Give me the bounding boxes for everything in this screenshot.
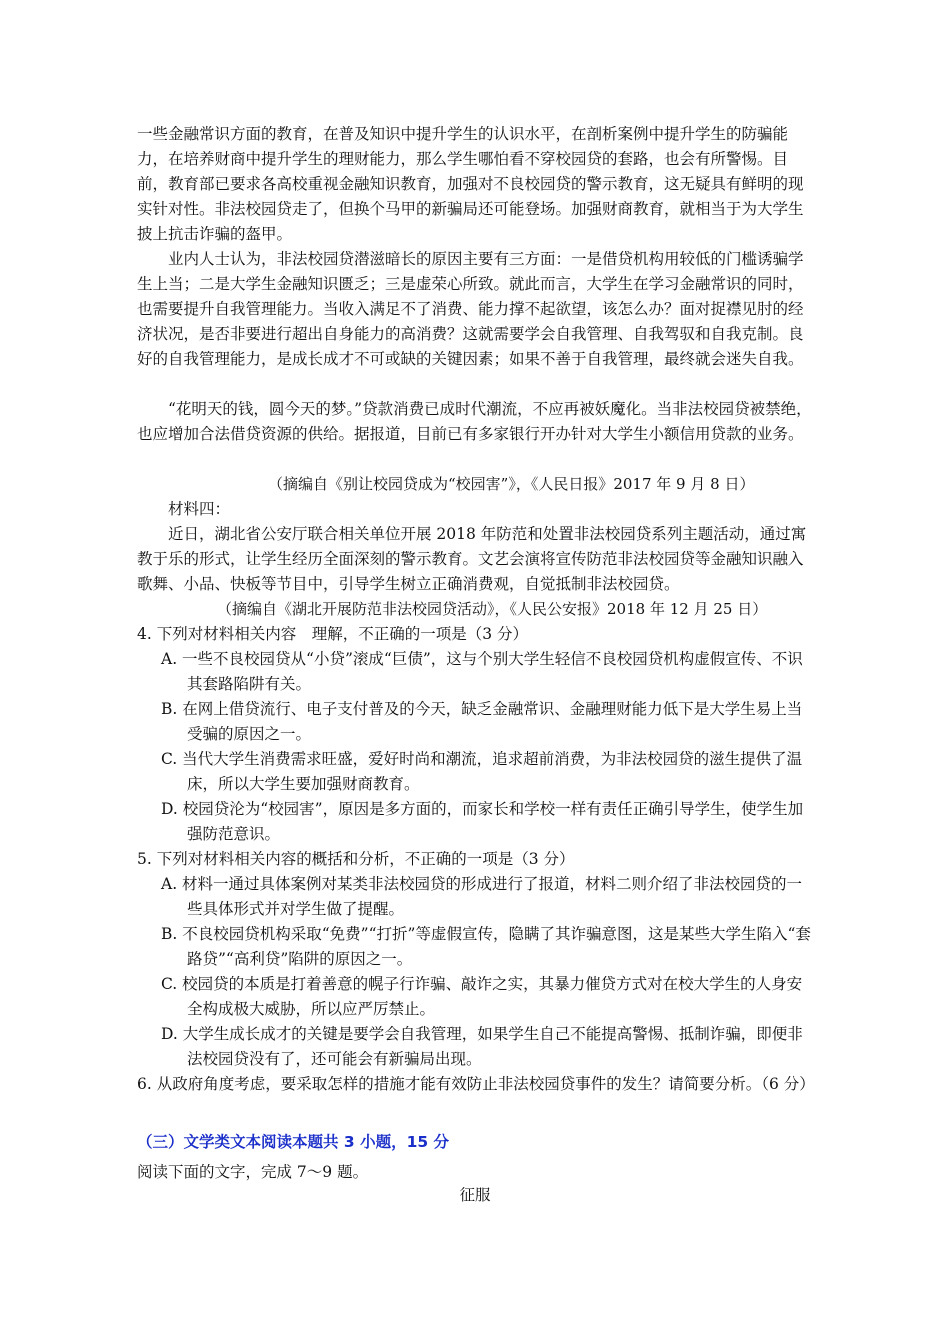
- option-d: D. 校园贷沦为“校园害”，原因是多方面的，而家长和学校一样有责任正确引导学生，使学生加强防范意识。: [161, 800, 804, 843]
- material4-paragraph: [137, 522, 817, 597]
- question-stem: 5. 下列对材料相关内容的概括和分析，不正确的一项是（3 分）: [137, 850, 575, 868]
- material3-paragraph-1: [137, 122, 817, 247]
- paragraph-text: “花明天的钱，圆今天的梦。”贷款消费已成时代潮流，不应再被妖魔化。当非法校园贷被禁绝，也应增加合法借贷资源的供给。据报道，目前已有多家银行开办针对大学生小额信用贷款的业务。: [137, 400, 812, 443]
- story-title: 征服: [459, 1186, 491, 1204]
- option-b: B. 在网上借贷流行、电子支付普及的今天，缺乏金融常识、金融理财能力低下是大学生易上当受骗的原因之一。: [161, 700, 803, 743]
- question-stem: 4. 下列对材料相关内容 理解，不正确的一项是（3 分）: [137, 625, 529, 643]
- material3-paragraph-3: [137, 397, 817, 447]
- option-c: C. 校园贷的本质是打着善意的幌子行诈骗、敲诈之实，其暴力催贷方式对在校大学生的人身安全构成极大威胁，所以应严厉禁止。: [161, 975, 803, 1018]
- option-a: A. 一些不良校园贷从“小贷”滚成“巨债”，这与个别大学生轻信不良校园贷机构虚假宣传、不识其套路陷阱有关。: [161, 650, 803, 693]
- material4-source: （摘编自《湖北开展防范非法校园贷活动》，《人民公安报》2018 年 12 月 25 日）: [217, 600, 768, 618]
- question-6: [137, 1072, 817, 1097]
- section-instruction: 阅读下面的文字，完成 7～9 题。: [137, 1163, 369, 1181]
- option-d: D. 大学生成长成才的关键是要学会自我管理，如果学生自己不能提高警惕、抵制诈骗，即便非法校园贷没有了，还可能会有新骗局出现。: [161, 1025, 803, 1068]
- question-stem: 6. 从政府角度考虑，要采取怎样的措施才能有效防止非法校园贷事件的发生？请简要分析。（6 分）: [137, 1075, 815, 1093]
- material3-source: （摘编自《别让校园贷成为“校园害”》，《人民日报》2017 年 9 月 8 日）: [268, 475, 755, 493]
- option-a: A. 材料一通过具体案例对某类非法校园贷的形成进行了报道，材料二则介绍了非法校园贷的一些具体形式并对学生做了提醒。: [161, 875, 803, 918]
- paragraph-text: 一些金融常识方面的教育，在普及知识中提升学生的认识水平，在剖析案例中提升学生的防骗能力，在培养财商中提升学生的理财能力，那么学生哪怕看不穿校园贷的套路，也会有所警惕。目前，教育部已要求各高校重视金融知识教育，加强对不良校园贷的警示教育，这无疑具有鲜明的现实针对性。非法校园贷走了，但换个马甲的新骗局还可能登场。加强财商教育，就相当于为大学生披上抗击诈骗的盔甲。: [137, 125, 804, 243]
- section-heading: （三）文学类文本阅读本题共 3 小题，15 分: [137, 1133, 450, 1151]
- material4-label: 材料四：: [168, 500, 231, 518]
- question-5: [137, 847, 817, 1072]
- material3-paragraph-2: [137, 247, 817, 372]
- paragraph-text: 业内人士认为，非法校园贷潜滋暗长的原因主要有三方面：一是借贷机构用较低的门槛诱骗学生上当；二是大学生金融知识匮乏；三是虚荣心所致。就此而言，大学生在学习金融常识的同时，也需要提升自我管理能力。当收入满足不了消费、能力撑不起欲望，该怎么办？面对捉襟见肘的经济状况，是否非要进行超出自身能力的高消费？这就需要学会自我管理、自我驾驭和自我克制。良好的自我管理能力，是成长成才不可或缺的关键因素；如果不善于自我管理，最终就会迷失自我。: [137, 250, 804, 368]
- question-4: [137, 622, 817, 847]
- option-b: B. 不良校园贷机构采取“免费”“打折”等虚假宣传，隐瞒了其诈骗意图，这是某些大学生陷入“套路贷”“高利贷”陷阱的原因之一。: [161, 925, 811, 968]
- paragraph-text: 近日，湖北省公安厅联合相关单位开展 2018 年防范和处置非法校园贷系列主题活动，通过寓教于乐的形式，让学生经历全面深刻的警示教育。文艺会演将宣传防范非法校园贷等金融知识融入歌舞、小品、快板等节目中，引导学生树立正确消费观，自觉抵制非法校园贷。: [137, 525, 807, 593]
- option-c: C. 当代大学生消费需求旺盛，爱好时尚和潮流，追求超前消费，为非法校园贷的滋生提供了温床，所以大学生要加强财商教育。: [161, 750, 803, 793]
